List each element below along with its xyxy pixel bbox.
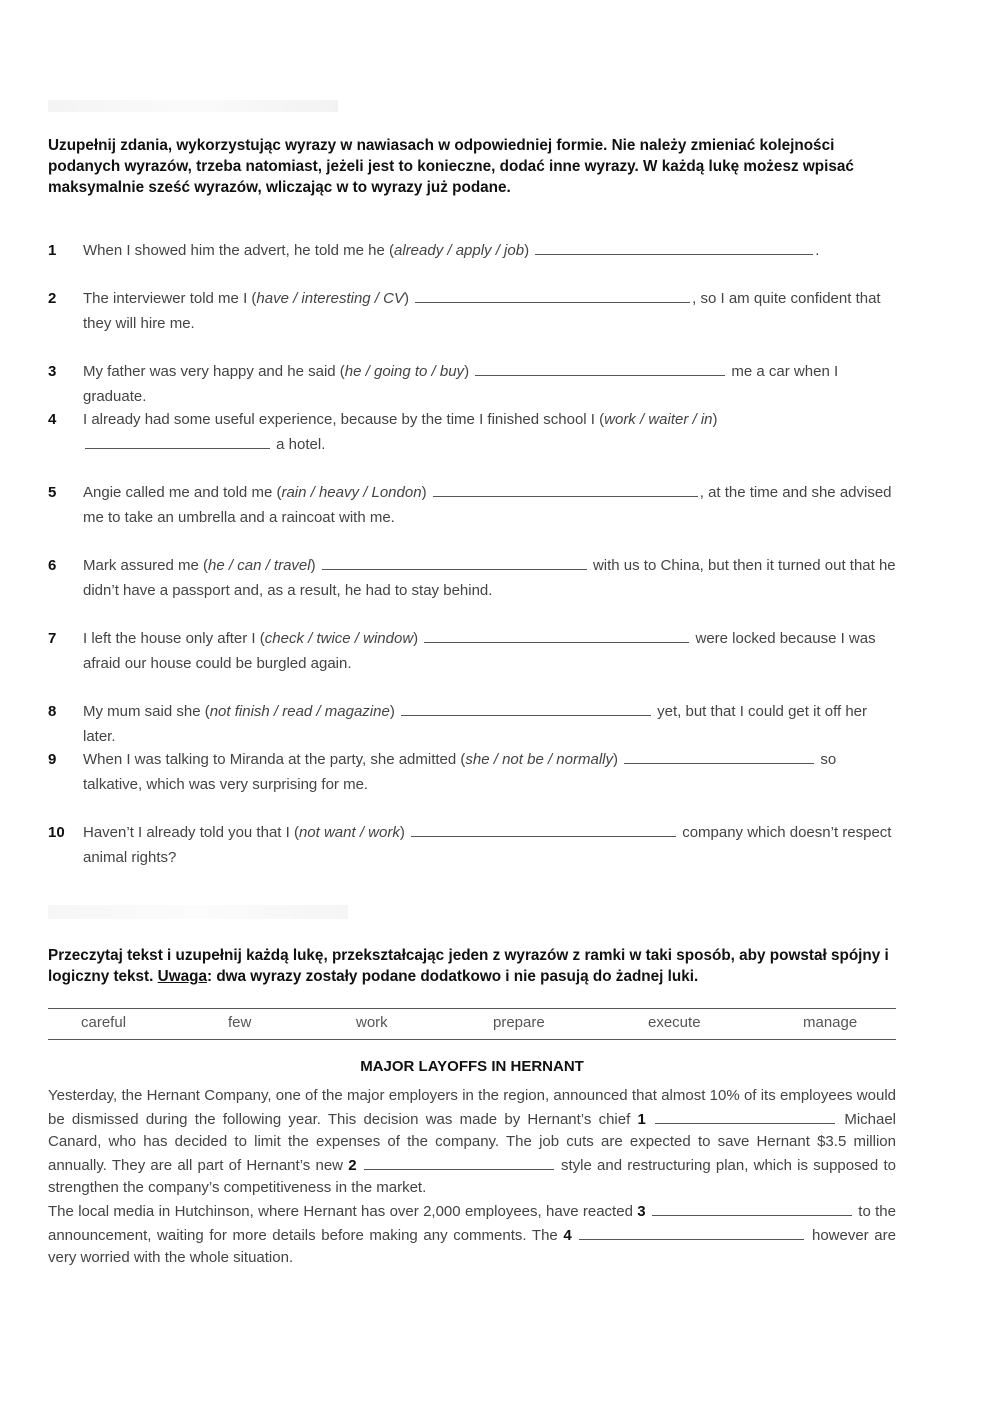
cue-words: work / waiter / in xyxy=(604,411,713,428)
gap-number: 3 xyxy=(637,1203,646,1220)
task2-instruction: Przeczytaj tekst i uzupełnij każdą lukę, przekształcając jeden z wyrazów z ramki w taki sposób, aby powstał spójny i logiczny tekst. Uwaga: dwa wyrazy zostały podane dodatkowo i nie pasują do żadnej luki. xyxy=(48,947,889,985)
answer-gap[interactable] xyxy=(322,553,587,570)
article-title: MAJOR LAYOFFS IN HERNANT xyxy=(360,1058,584,1075)
answer-gap[interactable] xyxy=(85,432,270,449)
answer-gap[interactable] xyxy=(433,480,698,497)
word-box xyxy=(48,1008,896,1040)
cue-words: he / going to / buy xyxy=(344,363,465,380)
answer-gap[interactable] xyxy=(424,626,689,643)
item-number: 1 xyxy=(48,242,57,259)
article-text: Yesterday, the Hernant Company, one of the major employers in the region, announced that almost 10% of its employees would be dismissed during the following year. This decision was made by Hernant’s chief 1 Michael Canard, who has decided to limit the expenses of the company. The job cuts are expected to save Hernant $3.5 million annually. They are all part of Hernant’s new 2 style and restructuring plan, which is supposed to strengthen the company’s competitiveness in the market. The local media in Hutchinson, where Hernant has over 2,000 employees, have reacted 3 to the announcement, waiting for more details before making any comments. The 4 however are very worried with the whole situation. xyxy=(48,1087,897,1266)
worksheet-page: Uzupełnij zdania, wykorzystując wyrazy w nawiasach w odpowiedniej formie. Nie należy zmieniać kolejności podanych wyrazów, trzeba natomiast, jeżeli jest to konieczne, dodać inne wyrazy. W każdą lukę możesz wpisać maksymalnie sześć wyrazów, wliczając w to wyrazy już podane. 1 When I showed him the advert, he told me he (already / apply / job) . 2 The interviewer told me I (have / interesting / CV) , so I am quite confident that they will hire me. 3 My father was very happy and he said (he / going to / buy) me a car when I graduate. 4 I already had some useful experience, because by the time I finished school I (work / waiter / in) a hotel. 5 Angie called me and told me (rain / heavy / London) , at the time and she advised me to take an umbrella and a raincoat with me. 6 Mark assured me (he / can / travel) with us to China, but then it turned out that he didn’t have a passport and, as a result, he had to stay behind. 7 I left the house only after I (check / twice / window) were locked because I was afraid our house could be burgled again. 8 My mum said she (not finish / read / magazine) yet, but that I could get it off her later. 9 When I was talking to Miranda at the party, she admitted (she / not be / normally) so talkative, which was very surprising for me. 10 Haven’t I already told you that I (not want / work) company which doesn’t respect animal rights? Przeczytaj tekst i uzupełnij każdą lukę, przekształcając jeden z wyrazów z ramki w taki sposób, aby powstał spójny i logiczny tekst. Uwaga: dwa wyrazy zostały podane dodatkowo i nie pasują do żadnej luki. careful few work prepare execute manage MAJOR LAYOFFS IN HERNANT Yesterday, the Hernant Company, one of the major employers in the region, announced that almost 10% of its employees would be dismissed during the following year. This decision was made by Hernant’s chief 1 Michael Canard, who has decided to limit the expenses of the company. The job cuts are expected to save Hernant $3.5 million annually. They are all part of Hernant’s new 2 style and restructuring plan, which is supposed to strengthen the company’s competitiveness in the market. The local media in Hutchinson, where Hernant has over 2,000 employees, have reacted 3 to the announcement, waiting for more details before making any comments. The 4 however are very worried with the whole situation. xyxy=(0,0,1000,1413)
answer-gap[interactable] xyxy=(401,699,651,716)
item-number: 4 xyxy=(48,411,57,428)
cue-words: not want / work xyxy=(298,824,400,841)
item-number: 7 xyxy=(48,630,57,647)
word-box-item: prepare xyxy=(493,1014,545,1031)
answer-gap[interactable] xyxy=(415,286,690,303)
word-box-item: execute xyxy=(648,1014,701,1031)
cue-words: she / not be / normally xyxy=(465,751,613,768)
faded-section-heading xyxy=(48,100,338,112)
answer-gap[interactable] xyxy=(624,747,814,764)
answer-gap[interactable] xyxy=(364,1153,554,1170)
word-box-item: few xyxy=(228,1014,252,1031)
item-number: 10 xyxy=(48,824,65,841)
item-number: 3 xyxy=(48,363,57,380)
answer-gap[interactable] xyxy=(655,1107,835,1124)
task1-instruction: Uzupełnij zdania, wykorzystując wyrazy w nawiasach w odpowiedniej formie. Nie należy zmieniać kolejności podanych wyrazów, trzeba natomiast, jeżeli jest to konieczne, dodać inne wyrazy. W każdą lukę możesz wpisać maksymalnie sześć wyrazów, wliczając w to wyrazy już podane. xyxy=(48,137,854,196)
cue-words: already / apply / job xyxy=(394,242,525,259)
word-box-item: manage xyxy=(803,1014,858,1031)
item-number: 2 xyxy=(48,290,57,307)
uwaga-label: Uwaga xyxy=(157,968,207,985)
item-number: 6 xyxy=(48,557,57,574)
item-number: 8 xyxy=(48,703,57,720)
cue-words: he / can / travel xyxy=(208,557,311,574)
word-box-item: work xyxy=(356,1014,388,1031)
item-number: 9 xyxy=(48,751,57,768)
cue-words: check / twice / window xyxy=(264,630,414,647)
gap-number: 4 xyxy=(563,1227,572,1244)
answer-gap[interactable] xyxy=(475,359,725,376)
word-box-item: careful xyxy=(81,1014,127,1031)
item-number: 5 xyxy=(48,484,57,501)
gap-number: 1 xyxy=(637,1111,646,1128)
answer-gap[interactable] xyxy=(652,1199,852,1216)
cue-words: not finish / read / magazine xyxy=(209,703,390,720)
gap-number: 2 xyxy=(348,1157,357,1174)
cue-words: rain / heavy / London xyxy=(281,484,422,501)
faded-section-heading xyxy=(48,905,348,919)
answer-gap[interactable] xyxy=(579,1223,804,1240)
answer-gap[interactable] xyxy=(535,238,813,255)
answer-gap[interactable] xyxy=(411,820,676,837)
cue-words: have / interesting / CV xyxy=(256,290,404,307)
